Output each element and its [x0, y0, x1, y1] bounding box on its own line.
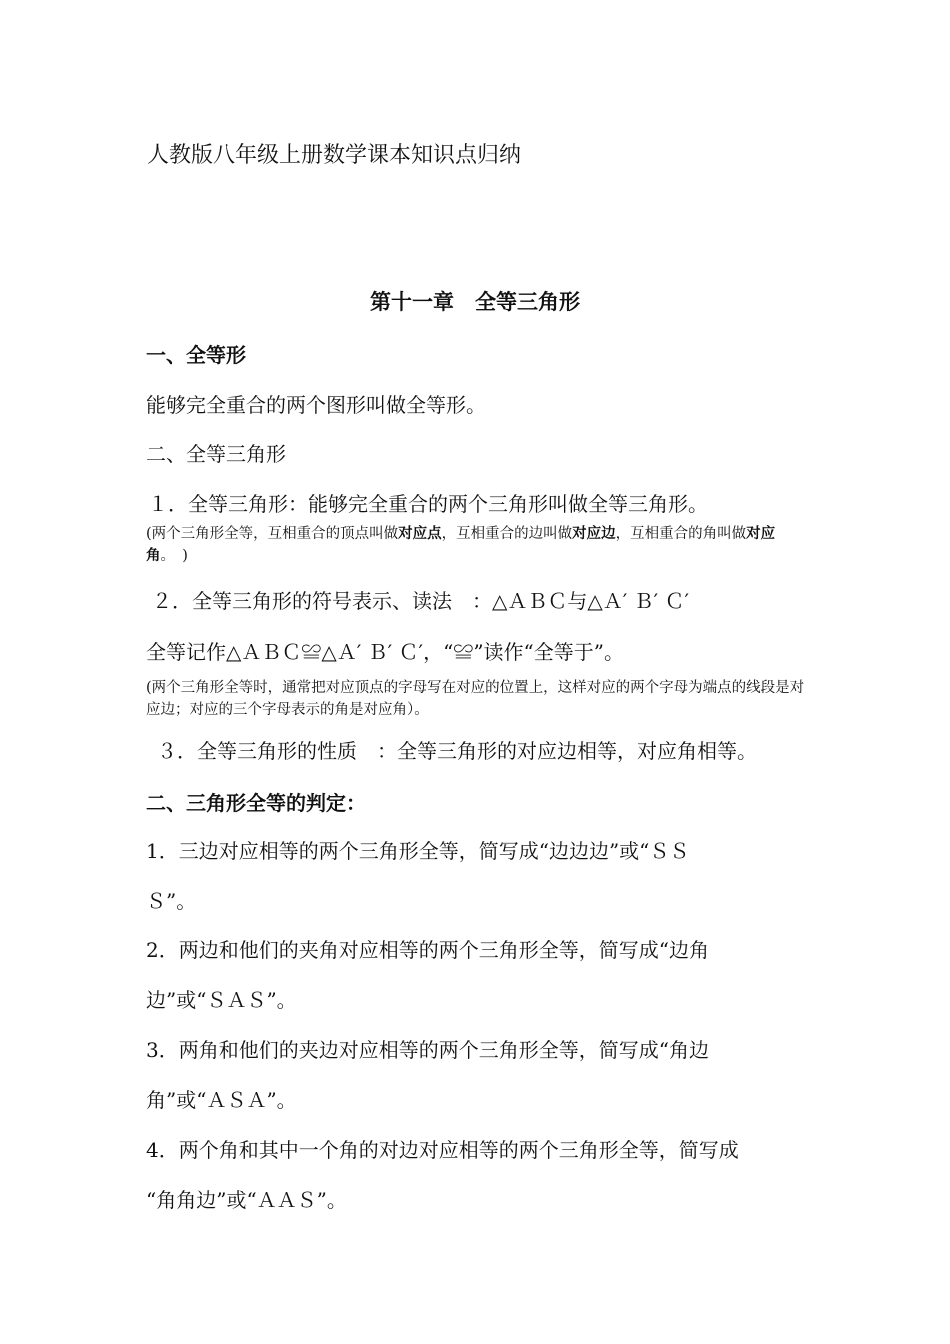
- rule4-line2: “角角边”或“ＡＡＳ”。: [146, 1188, 347, 1212]
- section2-heading: 二、全等三角形: [146, 442, 286, 466]
- item2-line1: ２．全等三角形的符号表示、读法 ：△ＡＢＣ与△Ａ′ Ｂ′ Ｃ′: [152, 589, 690, 613]
- section3-heading: 二、三角形全等的判定：: [146, 791, 366, 815]
- chapter-title: 第十一章 全等三角形: [370, 290, 580, 314]
- note1-part4: 。 ): [160, 548, 188, 564]
- note1-part2: ，互相重合的边叫做: [441, 526, 573, 542]
- item1-text: １．全等三角形：能够完全重合的两个三角形叫做全等三角形。: [148, 492, 708, 516]
- note2: (两个三角形全等时，通常把对应顶点的字母写在对应的位置上，这样对应的两个字母为端点的线段是对应边；对应的三个字母表示的角是对应角）。: [146, 680, 805, 718]
- note1-term-point: 对应点: [398, 525, 442, 542]
- document-title: 人教版八年级上册数学课本知识点归纳: [147, 143, 522, 168]
- note1-part1: (两个三角形全等，互相重合的顶点叫做: [146, 526, 399, 542]
- section1-text: 能够完全重合的两个图形叫做全等形。: [146, 393, 486, 417]
- rule1-line2: Ｓ”。: [146, 889, 197, 913]
- note1-term-side: 对应边: [572, 525, 616, 542]
- rule3-line2: 角”或“ＡＳＡ”。: [146, 1088, 297, 1112]
- rule1-line1: 1．三边对应相等的两个三角形全等，简写成“边边边”或“ＳＳ: [146, 839, 690, 863]
- rule3-line1: 3．两角和他们的夹边对应相等的两个三角形全等，简写成“角边: [146, 1038, 709, 1062]
- rule4-line1: 4．两个角和其中一个角的对边对应相等的两个三角形全等，简写成: [146, 1138, 739, 1162]
- note1: [146, 523, 816, 567]
- rule2-line2: 边”或“ＳＡＳ”。: [146, 988, 297, 1012]
- note1-term-angle: 对应角: [146, 525, 776, 564]
- item3-text: ３．全等三角形的性质 ：全等三角形的对应边相等，对应角相等。: [157, 739, 757, 763]
- section1-heading: 一、全等形: [146, 343, 246, 367]
- note1-part3: ，互相重合的角叫做: [615, 526, 747, 542]
- item2-line2: 全等记作△ＡＢＣ≌△Ａ′ Ｂ′ Ｃ′，“≌”读作“全等于”。: [146, 640, 624, 664]
- rule2-line1: 2．两边和他们的夹角对应相等的两个三角形全等，简写成“边角: [146, 938, 709, 962]
